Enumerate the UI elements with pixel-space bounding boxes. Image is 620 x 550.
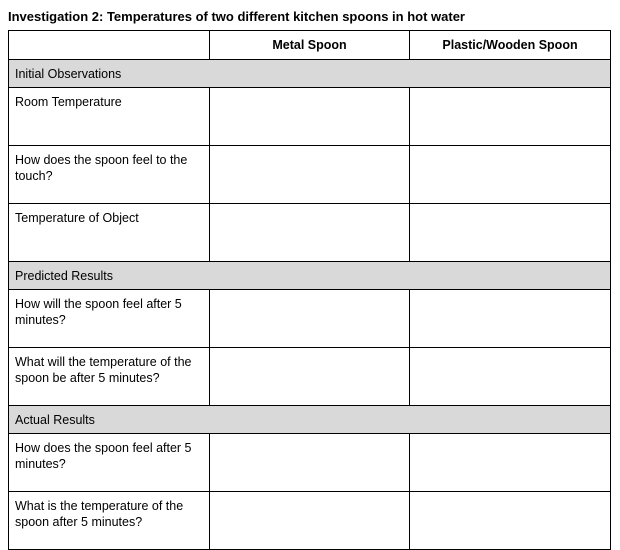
table-row: [9, 88, 611, 146]
metal-spoon-answer-cell[interactable]: [210, 204, 410, 262]
question-cell: How will the spoon feel after 5 minutes?: [9, 290, 210, 348]
section-row-initial-observations: [9, 60, 611, 88]
metal-spoon-answer-cell[interactable]: [210, 88, 410, 146]
plastic-spoon-answer-cell[interactable]: [410, 290, 611, 348]
plastic-spoon-answer-cell[interactable]: [410, 146, 611, 204]
column-header-blank: [9, 31, 210, 60]
metal-spoon-answer-cell[interactable]: [210, 492, 410, 550]
plastic-spoon-answer-cell[interactable]: [410, 88, 611, 146]
question-cell: How does the spoon feel after 5 minutes?: [9, 434, 210, 492]
metal-spoon-answer-cell[interactable]: [210, 348, 410, 406]
table-row: [9, 434, 611, 492]
question-cell: Temperature of Object: [9, 204, 210, 262]
question-cell: How does the spoon feel to the touch?: [9, 146, 210, 204]
question-cell: What will the temperature of the spoon be after 5 minutes?: [9, 348, 210, 406]
column-header-plastic-wooden-spoon: Plastic/Wooden Spoon: [410, 31, 611, 60]
observation-table: [8, 30, 611, 550]
table-row: [9, 492, 611, 550]
section-row-actual-results: [9, 406, 611, 434]
table-header-row: [9, 31, 611, 60]
column-header-metal-spoon: Metal Spoon: [210, 31, 410, 60]
table-row: [9, 290, 611, 348]
metal-spoon-answer-cell[interactable]: [210, 146, 410, 204]
metal-spoon-answer-cell[interactable]: [210, 434, 410, 492]
plastic-spoon-answer-cell[interactable]: [410, 204, 611, 262]
table-row: [9, 204, 611, 262]
section-label: Initial Observations: [9, 60, 611, 88]
page-title: Investigation 2: Temperatures of two different kitchen spoons in hot water: [8, 9, 465, 24]
question-cell: Room Temperature: [9, 88, 210, 146]
metal-spoon-answer-cell[interactable]: [210, 290, 410, 348]
question-cell: What is the temperature of the spoon after 5 minutes?: [9, 492, 210, 550]
plastic-spoon-answer-cell[interactable]: [410, 434, 611, 492]
table-row: [9, 146, 611, 204]
section-label: Predicted Results: [9, 262, 611, 290]
section-row-predicted-results: [9, 262, 611, 290]
plastic-spoon-answer-cell[interactable]: [410, 348, 611, 406]
plastic-spoon-answer-cell[interactable]: [410, 492, 611, 550]
table-row: [9, 348, 611, 406]
section-label: Actual Results: [9, 406, 611, 434]
